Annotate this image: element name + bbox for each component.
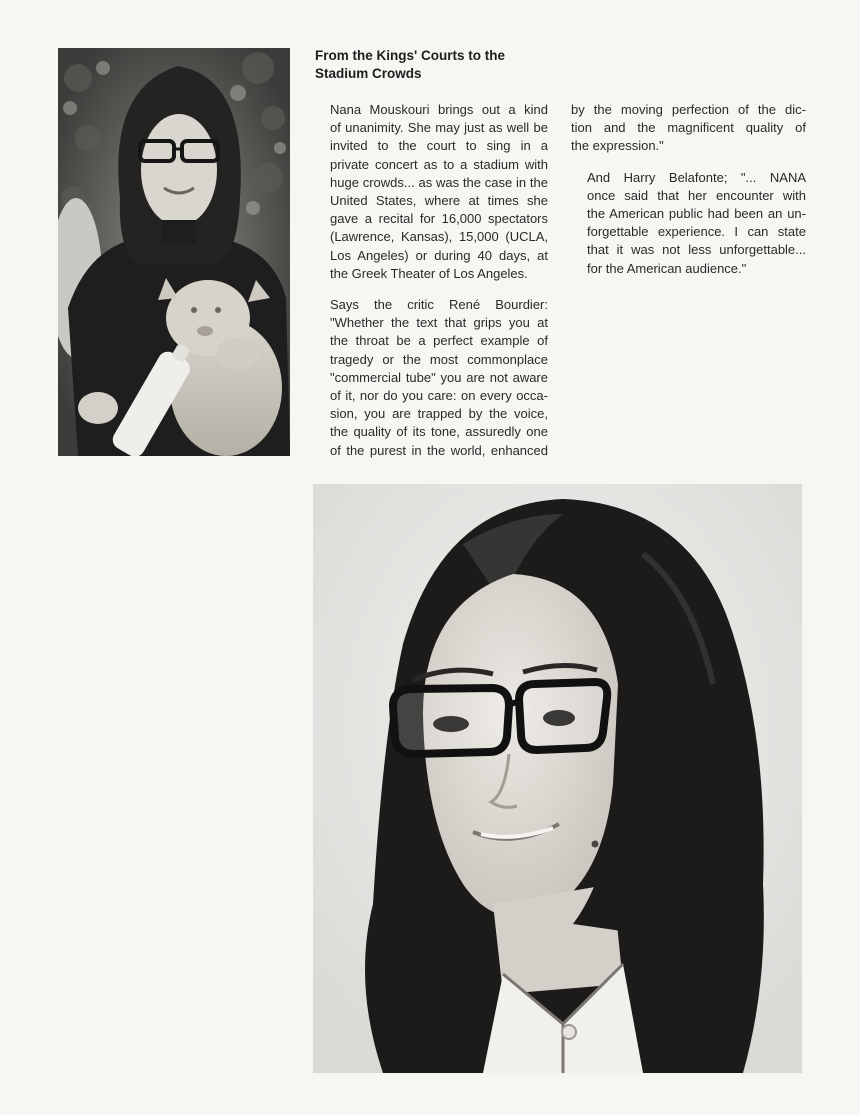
text-line: Says the critic René Bourdier: bbox=[330, 297, 548, 313]
photo-woman-feeding-lion-cub bbox=[58, 48, 290, 456]
text-line: gave a recital for 16,000 spectators bbox=[330, 211, 548, 227]
text-line: "commercial tube" you are not aware bbox=[330, 369, 548, 385]
text-line: huge crowds... as was the case in the bbox=[330, 174, 548, 190]
text-line: for the American audience." bbox=[587, 260, 747, 276]
text-line: tion and the magnificent quality of bbox=[571, 120, 806, 136]
text-line: of unanimity. She may just as well be bbox=[330, 120, 548, 136]
text-line: the American public had been an un- bbox=[587, 206, 806, 222]
text-line: Nana Mouskouri brings out a kind bbox=[330, 102, 548, 117]
article-headline bbox=[315, 47, 555, 83]
photo-woman-feeding-lion-cub-image bbox=[58, 48, 290, 456]
text-line: of it, nor do you care: on every occa- bbox=[330, 388, 548, 404]
text-line: forgettable experience. I can state bbox=[587, 224, 806, 240]
text-line: "Whether the text that grips you at bbox=[330, 315, 548, 331]
text-line: the expression." bbox=[571, 138, 664, 154]
text-line: the Greek Theater of Los Angeles. bbox=[330, 265, 528, 281]
paragraph-belafonte-quote bbox=[571, 169, 806, 278]
photo-portrait-woman-glasses bbox=[313, 484, 802, 1073]
text-line: Los Angeles) or during 40 days, at bbox=[330, 247, 548, 263]
text-line: invited to the court to sing in a bbox=[330, 138, 548, 154]
paragraph-critic-quote-continued bbox=[571, 101, 806, 156]
text-line: United States, where at times she bbox=[330, 193, 548, 209]
text-line: the throat be a perfect example of bbox=[330, 333, 548, 349]
paragraph-unanimity bbox=[314, 101, 548, 283]
text-column-left bbox=[314, 101, 548, 473]
text-column-right bbox=[571, 101, 806, 291]
text-line: the quality of its tone, assuredly one bbox=[330, 424, 548, 440]
text-line: private concert as to a stadium with bbox=[330, 156, 548, 172]
text-line: tragedy or the most commonplace bbox=[330, 351, 548, 367]
headline-line-2: Stadium Crowds bbox=[315, 66, 422, 81]
text-line: sion, you are trapped by the voice, bbox=[330, 406, 548, 422]
text-line: And Harry Belafonte; "... NANA bbox=[587, 169, 806, 185]
text-line: once said that her encounter with bbox=[587, 187, 806, 203]
text-line: by the moving perfection of the dic- bbox=[571, 102, 806, 117]
text-line: (Lawrence, Kansas), 15,000 (UCLA, bbox=[330, 229, 548, 245]
text-line: that it was not less unforgettable... bbox=[587, 242, 806, 258]
text-line: of the purest in the world, enhanced bbox=[330, 442, 548, 458]
photo-portrait-woman-glasses-image bbox=[313, 484, 802, 1073]
paragraph-critic-quote bbox=[314, 296, 548, 460]
headline-line-1: From the Kings' Courts to the bbox=[315, 48, 505, 63]
